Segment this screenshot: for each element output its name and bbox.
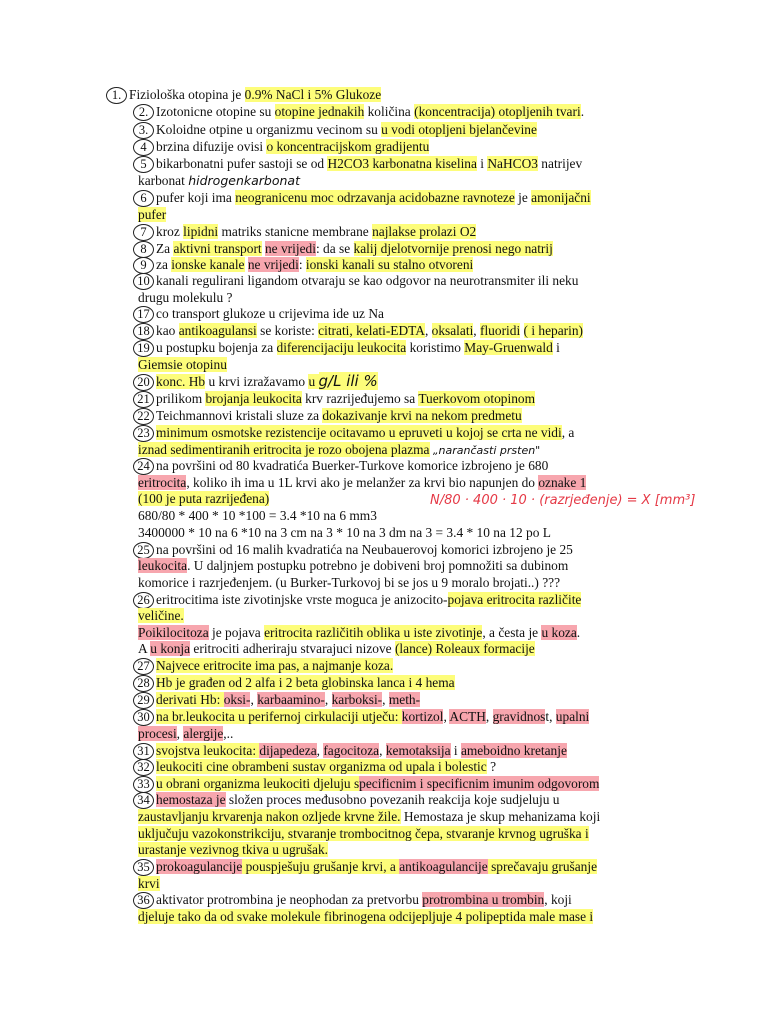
text-segment: ,: [424, 323, 432, 338]
highlight-yellow: djeluje tako da od svake molekule fibrinogena odcijepljuje 4 polipeptida male mase i: [138, 909, 594, 924]
text-segment: Fiziološka otopina je: [129, 87, 245, 102]
text-segment: složen proces međusobno povezanih reakcija koje sudjeluju u: [225, 792, 560, 807]
highlight-yellow: H2CO3 karbonatna kiselina: [327, 156, 477, 171]
item-number-circle: 10: [133, 273, 154, 290]
list-item: [106, 86, 381, 104]
item-number-circle: 8: [133, 241, 154, 258]
item-number-circle: 5: [133, 156, 154, 173]
text-segment: drugu molekulu ?: [138, 290, 233, 305]
highlight-yellow: o koncentracijskom gradijentu: [266, 139, 430, 154]
list-item-continuation: [138, 841, 328, 858]
text-segment: Hemostaza je skup mehanizama koji: [400, 809, 601, 824]
highlight-yellow: May-Gruenwald: [464, 340, 553, 355]
highlight-yellow: svojstva leukocita:: [156, 743, 260, 758]
item-number-circle: 25: [133, 542, 154, 559]
text-segment: komorice i razrjeđenjem. (u Burker-Turkovoj bi se jos u 9 moralo brojati..) ???: [138, 575, 561, 590]
text-segment: ,: [443, 709, 450, 724]
item-number-circle: 33: [133, 776, 154, 793]
list-item: [133, 691, 420, 709]
highlight-pink: kemotaksija: [385, 743, 451, 758]
highlight-yellow: u vodi otopljeni bjelančevine: [381, 122, 537, 137]
highlight-yellow: ionske kanale: [171, 257, 245, 272]
highlight-pink: karbaamino-: [257, 692, 325, 707]
item-number-circle: 7: [133, 224, 154, 241]
text-segment: bikarbonatni pufer sastoji se od: [156, 156, 328, 171]
list-item-continuation: [138, 574, 560, 591]
text-segment: ,: [176, 726, 184, 741]
highlight-yellow: dokazivanje krvi na nekom predmetu: [322, 408, 522, 423]
highlight-pink: leukocita: [138, 558, 188, 573]
item-number-circle: 23: [133, 425, 154, 442]
text-segment: je: [514, 190, 532, 205]
list-item: [133, 103, 584, 121]
highlight-pink: kortizol: [401, 709, 444, 724]
text-segment: 3400000 * 10 na 6 *10 na 3 cm na 3 * 10 na 3 dm na 3 = 3.4 * 10 na 12 po L: [138, 525, 551, 540]
handwritten-formula: N/80 · 400 · 10 · (razrjeđenje) = X [mm³]: [430, 493, 696, 508]
list-item: [133, 138, 429, 156]
list-item: [133, 891, 572, 909]
highlight-pink: upalni: [555, 709, 590, 724]
text-segment: kanali regulirani ligandom otvaraju se kao odgovor na neurotransmiter ili neku: [156, 273, 579, 288]
highlight-yellow: derivati Hb:: [156, 692, 224, 707]
list-item-continuation: [138, 507, 377, 524]
text-segment: i: [450, 743, 461, 758]
list-item-continuation: [138, 524, 551, 541]
highlight-pink: u konja: [150, 641, 191, 656]
highlight-yellow: fluoridi: [480, 323, 521, 338]
highlight-pink: pecificnim i specificnim imunim odgovorom: [359, 776, 600, 791]
handwritten-note: „narančasti prsten": [432, 444, 541, 457]
list-item: [133, 424, 574, 442]
item-number-circle: 3.: [133, 122, 154, 139]
list-item: [133, 189, 591, 207]
highlight-pink: alergije: [183, 726, 224, 741]
item-number-circle: 35: [133, 859, 154, 876]
highlight-yellow: pouspješuju grušanje krvi, a: [242, 859, 400, 874]
highlight-pink: protrombina u trombin: [422, 892, 545, 907]
list-item: [133, 223, 476, 241]
list-item-continuation: [138, 908, 593, 925]
text-segment: :: [298, 257, 306, 272]
item-number-circle: 1.: [106, 87, 127, 104]
highlight-yellow: diferencijaciju leukocita: [276, 340, 407, 355]
item-number-circle: 36: [133, 892, 154, 909]
list-item-continuation: [138, 624, 580, 641]
highlight-yellow: (lance) Roleaux formacije: [394, 641, 535, 656]
text-segment: brzina difuzije ovisi: [156, 139, 267, 154]
text-segment: kao: [156, 323, 179, 338]
text-segment: i: [552, 340, 560, 355]
list-item: [133, 339, 560, 357]
item-number-circle: 2.: [133, 104, 154, 121]
highlight-yellow: u: [308, 374, 319, 389]
list-item: [133, 407, 522, 425]
text-segment: eritrociti adheriraju stvarajuci nizove: [190, 641, 395, 656]
text-segment: .: [576, 625, 581, 640]
list-item: [133, 708, 589, 726]
highlight-yellow: NaHCO3: [487, 156, 538, 171]
list-item-continuation: [138, 172, 300, 189]
highlight-yellow: ( i heparin): [523, 323, 584, 338]
item-number-circle: 34: [133, 792, 154, 809]
highlight-pink: hemostaza je: [156, 792, 226, 807]
highlight-pink: fagocitoza: [323, 743, 380, 758]
highlight-yellow: kalij djelotvornije prenosi nego natrij: [353, 241, 553, 256]
highlight-yellow: otopine jednakih: [274, 104, 365, 119]
highlight-yellow: zaustavljanju krvarenja nakon ozljede krvne žile.: [138, 809, 401, 824]
list-item: [133, 322, 583, 340]
highlight-pink: Poikilocitoza: [138, 625, 209, 640]
text-segment: , koji: [544, 892, 572, 907]
list-item: [133, 858, 597, 876]
highlight-pink: procesi: [138, 726, 177, 741]
highlight-yellow: sprečavaju grušanje: [487, 859, 598, 874]
list-item-continuation: [138, 725, 233, 742]
highlight-pink: ne vrijedi: [247, 257, 299, 272]
highlight-yellow: aktivni transport: [173, 241, 262, 256]
text-segment: A: [138, 641, 151, 656]
text-segment: Izotonicne otopine su: [156, 104, 275, 119]
highlight-pink: oznake 1: [538, 475, 587, 490]
highlight-yellow: konc. Hb: [156, 374, 206, 389]
highlight-yellow: leukociti cine obrambeni sustav organizma od upala i bolestic: [156, 759, 487, 774]
text-segment: ,: [379, 743, 386, 758]
item-number-circle: 32: [133, 759, 154, 776]
text-segment: ,: [485, 709, 493, 724]
highlight-yellow: 0.9% NaCl i 5% Glukoze: [244, 87, 382, 102]
list-item: [133, 591, 581, 609]
highlight-yellow: Tuerkovom otopinom: [418, 391, 535, 406]
text-segment: na površini od 80 kvadratića Buerker-Turkove komorice izbrojeno je 680: [156, 458, 549, 473]
item-number-circle: 28: [133, 675, 154, 692]
text-segment: prilikom: [156, 391, 206, 406]
highlight-yellow: neogranicenu moc odrzavanja acidobazne ravnoteze: [235, 190, 515, 205]
list-item-continuation: [138, 875, 160, 892]
list-item-continuation: [138, 289, 232, 306]
text-segment: Za: [156, 241, 174, 256]
handwritten-note: g/L ili %: [318, 372, 378, 390]
text-segment: matriks stanicne membrane: [218, 224, 373, 239]
item-number-circle: 30: [133, 709, 154, 726]
list-item: [133, 657, 393, 675]
highlight-yellow: ionski kanali su stalno otvoreni: [305, 257, 474, 272]
highlight-yellow: u obrani organizma leukociti djeluju s: [156, 776, 360, 791]
highlight-pink: ameboidno kretanje: [460, 743, 567, 758]
text-segment: i: [476, 156, 488, 171]
text-segment: ,: [250, 692, 258, 707]
text-segment: u krvi izražavamo: [205, 374, 309, 389]
list-item: [133, 791, 559, 809]
text-segment: , koliko ih ima u 1L krvi ako je melanžer za krvi bio napunjen do: [186, 475, 539, 490]
item-number-circle: 6: [133, 190, 154, 207]
text-segment: krv razrijeđujemo sa: [301, 391, 419, 406]
highlight-yellow: na br.leukocita u perifernoj cirkulaciji utječu:: [156, 709, 402, 724]
highlight-yellow: eritrocita različitih oblika u iste zivotinje: [264, 625, 483, 640]
text-segment: ,: [382, 692, 389, 707]
highlight-yellow: antikoagulansi: [178, 323, 257, 338]
text-segment: t,: [545, 709, 556, 724]
highlight-yellow: veličine.: [138, 608, 184, 623]
list-item: [133, 305, 384, 323]
text-segment: natrijev: [537, 156, 583, 171]
item-number-circle: 27: [133, 658, 154, 675]
text-segment: u postupku bojenja za: [156, 340, 277, 355]
list-item: [133, 272, 578, 290]
list-item: [133, 121, 537, 139]
highlight-yellow: Najvece eritrocite ima pas, a najmanje koza.: [156, 658, 394, 673]
highlight-pink: karboksi-: [331, 692, 383, 707]
highlight-pink: antikoagulancije: [399, 859, 488, 874]
highlight-yellow: iznad sedimentiranih eritrocita je rozo obojena plazma: [138, 442, 430, 457]
list-item-continuation: [138, 640, 535, 657]
list-item: [133, 155, 582, 173]
text-segment: aktivator protrombina je neophodan za pretvorbu: [156, 892, 423, 907]
text-segment: na površini od 16 malih kvadratića na Neubauerovoj komorici izbrojeno je 25: [156, 542, 573, 557]
list-item-continuation: [138, 825, 589, 842]
text-segment: .: [580, 104, 585, 119]
highlight-pink: meth-: [388, 692, 421, 707]
list-item: [133, 457, 548, 475]
text-segment: ,: [316, 743, 324, 758]
text-segment: co transport glukoze u crijevima ide uz Na: [156, 306, 384, 321]
highlight-yellow: lipidni: [183, 224, 219, 239]
highlight-yellow: brojanja leukocita: [205, 391, 302, 406]
text-segment: kroz: [156, 224, 184, 239]
list-item: [133, 674, 455, 692]
handwritten-note: hidrogenkarbonat: [188, 173, 300, 188]
highlight-yellow: urastanje vezivnog tkiva u ugrušak.: [138, 842, 329, 857]
highlight-pink: oksi-: [223, 692, 251, 707]
item-number-circle: 18: [133, 323, 154, 340]
highlight-yellow: Giemsie otopinu: [138, 357, 227, 372]
list-item: [133, 373, 378, 391]
list-item-continuation: [138, 356, 227, 373]
highlight-pink: dijapedeza: [259, 743, 317, 758]
list-item: [133, 758, 496, 776]
item-number-circle: 19: [133, 340, 154, 357]
item-number-circle: 31: [133, 743, 154, 760]
list-item-continuation: [138, 490, 269, 507]
highlight-yellow: krvi: [138, 876, 160, 891]
highlight-yellow: citrati, kelati-EDTA: [318, 323, 425, 338]
highlight-pink: ne vrijedi: [264, 241, 316, 256]
text-segment: eritrocitima iste zivotinjske vrste moguca je anizocito-: [156, 592, 448, 607]
highlight-pink: gravidnos: [492, 709, 546, 724]
item-number-circle: 17: [133, 306, 154, 323]
highlight-pink: ACTH: [449, 709, 486, 724]
highlight-yellow: pojava eritrocita različite: [447, 592, 582, 607]
text-segment: , a česta je: [482, 625, 542, 640]
list-item-continuation: [138, 808, 600, 825]
text-segment: pufer koji ima: [156, 190, 236, 205]
item-number-circle: 24: [133, 458, 154, 475]
text-segment: ,: [324, 692, 332, 707]
list-item-continuation: [138, 206, 166, 223]
text-segment: količina: [364, 104, 415, 119]
text-segment: , a: [561, 425, 575, 440]
text-segment: karbonat: [138, 173, 189, 188]
item-number-circle: 9: [133, 257, 154, 274]
item-number-circle: 20: [133, 374, 154, 391]
highlight-yellow: (100 je puta razrijeđena): [138, 491, 270, 506]
text-segment: ,: [473, 323, 480, 338]
text-segment: Koloidne otpine u organizmu vecinom su: [156, 122, 382, 137]
item-number-circle: 29: [133, 692, 154, 709]
highlight-yellow: minimum osmotske rezistencije ocitavamo u epruveti u kojoj se crta ne vidi: [156, 425, 562, 440]
list-item-continuation: [138, 474, 586, 491]
text-segment: Teichmannovi kristali sluze za: [156, 408, 323, 423]
highlight-yellow: (koncentracija) otopljenih tvari: [414, 104, 581, 119]
highlight-yellow: amonijačni: [531, 190, 591, 205]
item-number-circle: 26: [133, 592, 154, 609]
highlight-yellow: oksalati: [431, 323, 474, 338]
highlight-pink: eritrocita: [138, 475, 187, 490]
list-item-continuation: [138, 557, 568, 574]
text-segment: ,..: [223, 726, 234, 741]
highlight-yellow: najlakse prolazi O2: [372, 224, 477, 239]
highlight-yellow: Hb je građen od 2 alfa i 2 beta globinska lanca i 4 hema: [156, 675, 455, 690]
list-item-continuation: [138, 607, 184, 624]
text-segment: . U daljnjem postupku potrebno je dobiveni broj pomnožiti sa dubinom: [187, 558, 569, 573]
list-item: [133, 390, 535, 408]
highlight-pink: u koza: [541, 625, 577, 640]
text-segment: koristimo: [406, 340, 465, 355]
item-number-circle: 22: [133, 408, 154, 425]
text-segment: za: [156, 257, 172, 272]
text-segment: je pojava: [208, 625, 265, 640]
text-segment: ?: [486, 759, 497, 774]
text-segment: 680/80 * 400 * 10 *100 = 3.4 *10 na 6 mm3: [138, 508, 377, 523]
highlight-yellow: pufer: [138, 207, 167, 222]
item-number-circle: 21: [133, 391, 154, 408]
text-segment: se koriste:: [256, 323, 319, 338]
text-segment: : da se: [315, 241, 354, 256]
highlight-yellow: uključuju vazokonstrikciju, stvaranje trombocitnog čepa, stvaranje krvnog ugruška i: [138, 826, 589, 841]
item-number-circle: 4: [133, 139, 154, 156]
highlight-pink: prokoagulancije: [156, 859, 243, 874]
